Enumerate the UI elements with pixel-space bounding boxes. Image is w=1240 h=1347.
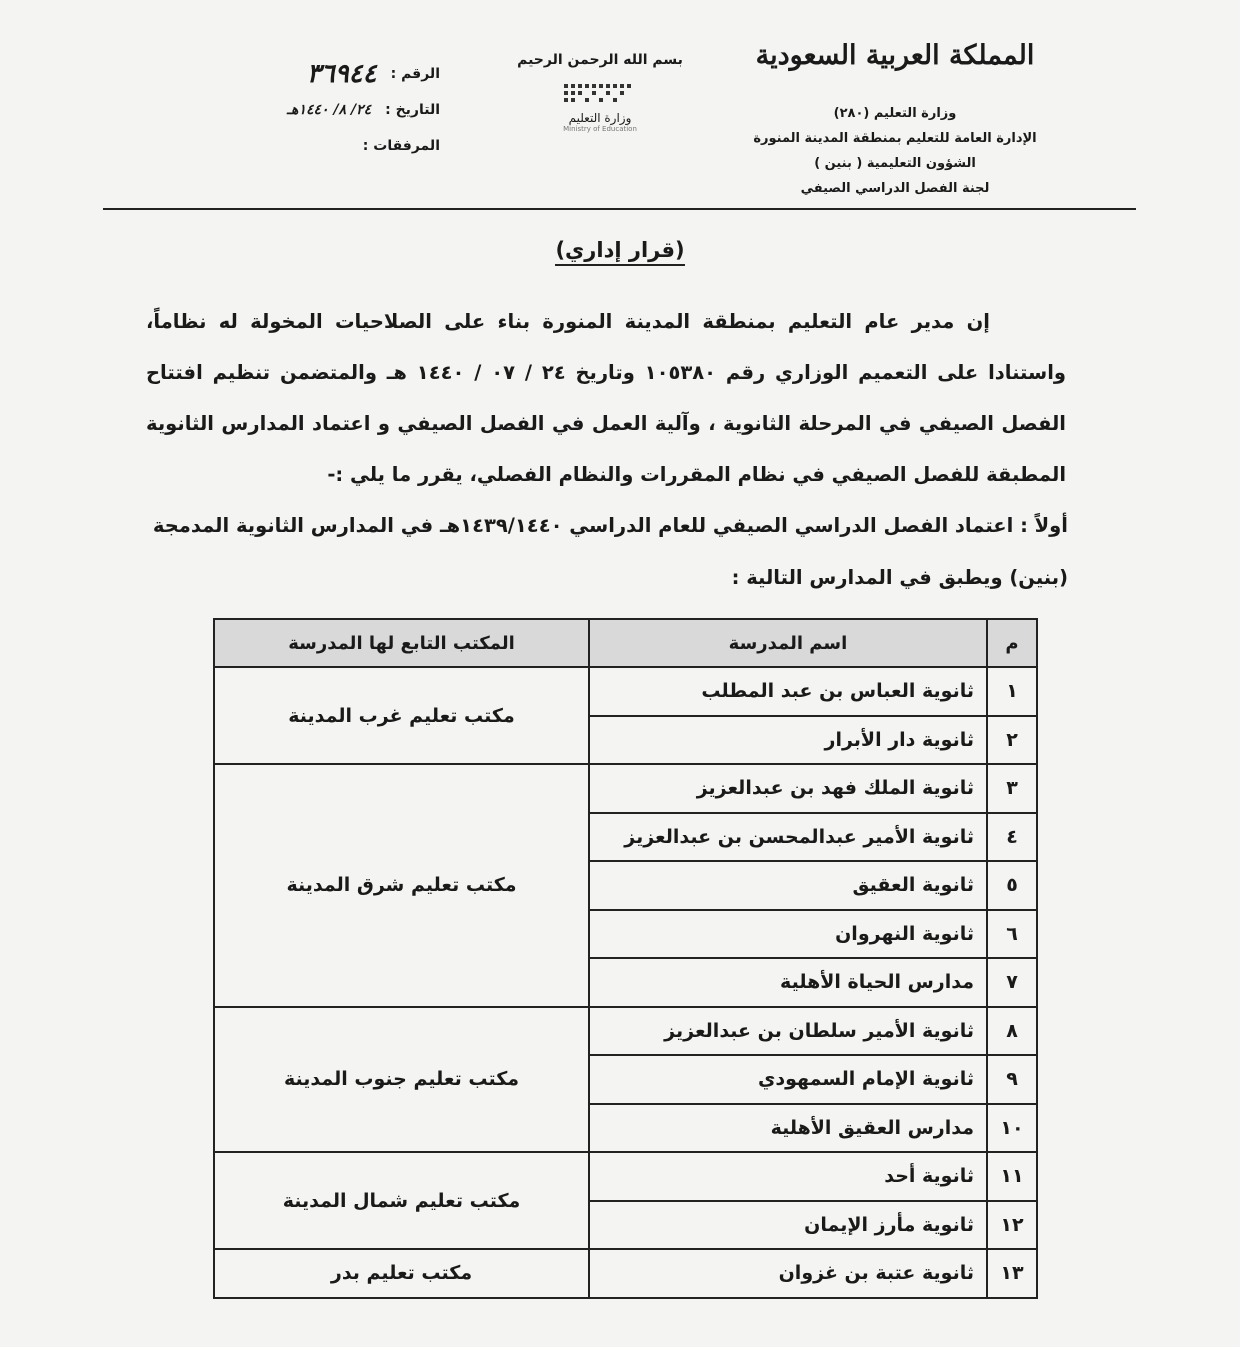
- date-row: [190, 92, 440, 128]
- first-item: أولاً : اعتماد الفصل الدراسي الصيفي للعام الدراسي ١٤٣٩/١٤٤٠هـ في المدارس الثانوية المدمجة (بنين) ويطبق في المدارس التالية :: [152, 514, 1068, 589]
- kingdom-logotype: المملكة العربية السعودية: [755, 40, 1035, 71]
- decision-title: [0, 238, 1240, 262]
- header-school: اسم المدرسة: [589, 619, 987, 667]
- reference-number-label: الرقم :: [390, 66, 440, 82]
- header-num: م: [987, 619, 1037, 667]
- table-header-row: [214, 619, 1037, 667]
- row-num: ٥: [987, 861, 1037, 910]
- affairs-line: الشؤون التعليمية ( بنين ): [814, 156, 976, 171]
- school-name: ثانوية عتبة بن غزوان: [589, 1249, 987, 1298]
- committee-line: لجنة الفصل الدراسي الصيفي: [800, 181, 990, 196]
- row-num: ١: [987, 667, 1037, 716]
- table-row: [214, 667, 1037, 716]
- table-row: [214, 1249, 1037, 1298]
- basmala: بسم الله الرحمن الرحيم: [517, 52, 683, 68]
- school-name: ثانوية أحد: [589, 1152, 987, 1201]
- reference-block: [190, 56, 440, 164]
- reference-number-value: ٣٦٩٤٤: [306, 59, 377, 89]
- table-row: [214, 1152, 1037, 1201]
- school-name: ثانوية الأمير سلطان بن عبدالعزيز: [589, 1007, 987, 1056]
- row-num: ٣: [987, 764, 1037, 813]
- table-row: [214, 764, 1037, 813]
- attachments-row: [190, 128, 440, 164]
- school-name: ثانوية العقيق: [589, 861, 987, 910]
- row-num: ١٣: [987, 1249, 1037, 1298]
- school-name: ثانوية النهروان: [589, 910, 987, 959]
- school-name: مدارس الحياة الأهلية: [589, 958, 987, 1007]
- table-row: [214, 1007, 1037, 1056]
- row-num: ٧: [987, 958, 1037, 1007]
- office-name: مكتب تعليم شمال المدينة: [214, 1152, 589, 1249]
- school-name: ثانوية الملك فهد بن عبدالعزيز: [589, 764, 987, 813]
- row-num: ٨: [987, 1007, 1037, 1056]
- row-num: ١٠: [987, 1104, 1037, 1153]
- row-num: ١١: [987, 1152, 1037, 1201]
- row-num: ٤: [987, 813, 1037, 862]
- date-label: التاريخ :: [385, 102, 440, 118]
- letterhead-right: [745, 40, 1045, 201]
- school-name: ثانوية الإمام السمهودي: [589, 1055, 987, 1104]
- header-divider: [103, 208, 1136, 210]
- intro-paragraph-text: إن مدير عام التعليم بمنطقة المدينة المنورة بناء على الصلاحيات المخولة له نظاماً، واستنادا على التعميم الوزاري رقم ١٠٥٣٨٠ وتاريخ ٢٤ / ٠٧ / ١٤٤٠ هـ والمتضمن تنظيم افتتاح الفصل الصيفي في المرحلة الثانوية ، وآلية العمل في الفصل الصيفي و اعتماد المدارس الثانوية المطبقة للفصل الصيفي في نظام المقررات والنظام الفصلي، يقرر ما يلي :-: [146, 310, 1067, 486]
- schools-table: [213, 618, 1038, 1299]
- school-name: ثانوية مأرز الإيمان: [589, 1201, 987, 1250]
- office-name: مكتب تعليم شرق المدينة: [214, 764, 589, 1007]
- office-name: مكتب تعليم بدر: [214, 1249, 589, 1298]
- intro-paragraph: [146, 296, 1066, 500]
- ministry-logo: [555, 82, 645, 133]
- row-num: ١٢: [987, 1201, 1037, 1250]
- logo-arabic-text: وزارة التعليم: [568, 111, 632, 125]
- reference-number-row: [190, 56, 440, 92]
- ministry-logo-icon: [562, 82, 638, 108]
- date-value: ٢٤/ ٨/ ١٤٤٠هـ: [286, 102, 372, 118]
- attachments-label: المرفقات :: [362, 138, 440, 154]
- header-office: المكتب التابع لها المدرسة: [214, 619, 589, 667]
- school-name: مدارس العقيق الأهلية: [589, 1104, 987, 1153]
- directorate-line: الإدارة العامة للتعليم بمنطقة المدينة المنورة: [753, 131, 1037, 146]
- ministry-line: وزارة التعليم (٢٨٠): [833, 106, 957, 121]
- letterhead-center: [500, 52, 700, 133]
- office-name: مكتب تعليم غرب المدينة: [214, 667, 589, 764]
- decision-title-text: (قرار إداري): [555, 238, 684, 266]
- office-name: مكتب تعليم جنوب المدينة: [214, 1007, 589, 1153]
- row-num: ٦: [987, 910, 1037, 959]
- row-num: ٩: [987, 1055, 1037, 1104]
- row-num: ٢: [987, 716, 1037, 765]
- school-name: ثانوية العباس بن عبد المطلب: [589, 667, 987, 716]
- logo-english-text: Ministry of Education: [563, 125, 637, 133]
- school-name: ثانوية دار الأبرار: [589, 716, 987, 765]
- school-name: ثانوية الأمير عبدالمحسن بن عبدالعزيز: [589, 813, 987, 862]
